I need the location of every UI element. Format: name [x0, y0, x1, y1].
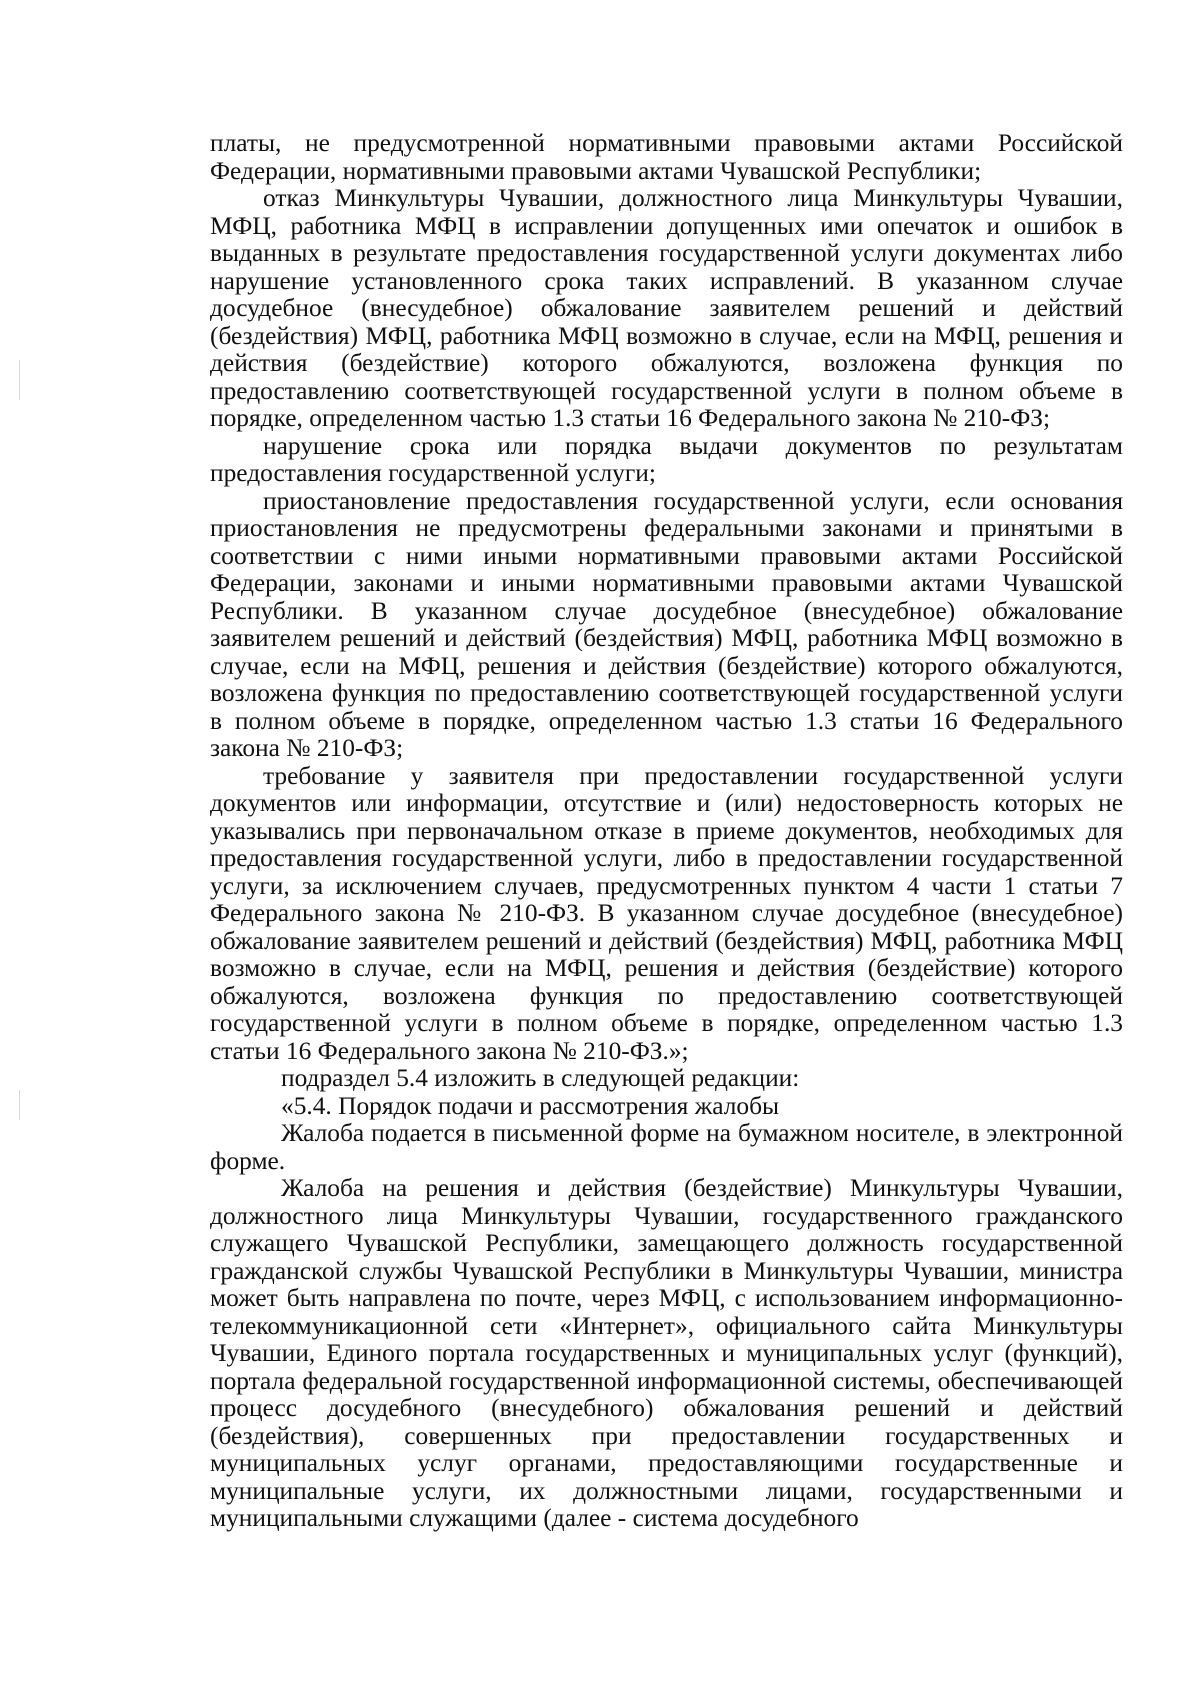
paragraph-fee-clause: платы, не предусмотренной нормативными правовыми актами Российской Федерации, нормативными правовыми актами Чувашской Республики;: [210, 129, 1123, 185]
document-body: [210, 130, 1123, 1533]
paragraph-document-requirement: требование у заявителя при предоставлении государственной услуги документов или информации, отсутствие и (или) недостоверность которых не указывались при первоначальном отказе в приеме документов, необходимых для предоставления государственной услуги, либо в предоставлении государственной услуги, за исключением случаев, предусмотренных пунктом 4 части 1 статьи 7 Федерального закона № 210-ФЗ. В указанном случае досудебное (внесудебное) обжалование заявителем решений и действий (бездействия) МФЦ, работника МФЦ возможно в случае, если на МФЦ, решения и действия (бездействие) которого обжалуются, возложена функция по предоставлению соответствующей государственной услуги в полном объеме в порядке, определенном частью 1.3 статьи 16 Федерального закона № 210-ФЗ.»;: [210, 761, 1123, 1065]
paragraph-correction-refusal: отказ Минкультуры Чувашии, должностного лица Минкультуры Чувашии, МФЦ, работника МФЦ в исправлении допущенных ими опечаток и ошибок в выданных в результате предоставления государственной услуги документах либо нарушение установленного срока таких исправлений. В указанном случае досудебное (внесудебное) обжалование заявителем решений и действий (бездействия) МФЦ, работника МФЦ возможно в случае, если на МФЦ, решения и действия (бездействие) которого обжалуются, возложена функция по предоставлению соответствующей государственной услуги в полном объеме в порядке, определенном частью 1.3 статьи 16 Федерального закона № 210-ФЗ;: [210, 184, 1123, 432]
paragraph-deadline-violation: нарушение срока или порядка выдачи документов по результатам предоставления государственной услуги;: [210, 431, 1123, 487]
paragraph-complaint-channels: Жалоба на решения и действия (бездействие) Минкультуры Чувашии, должностного лица Минкультуры Чувашии, государственного гражданского служащего Чувашской Республики, замещающего должность государственной гражданской службы Чувашской Республики в Минкультуры Чувашии, министра может быть направлена по почте, через МФЦ, с использованием информационно-телекоммуникационной сети «Интернет», официального сайта Минкультуры Чувашии, Единого портала государственных и муниципальных услуг (функций), портала федеральной государственной информационной системы, обеспечивающей процесс досудебного (внесудебного) обжалования решений и действий (бездействия), совершенных при предоставлении государственных и муниципальных услуг органами, предоставляющими государственные и муниципальные услуги, их должностными лицами, государственными и муниципальными служащими (далее - система досудебного: [210, 1174, 1123, 1532]
section-heading-5-4: «5.4. Порядок подачи и рассмотрения жалобы: [281, 1091, 780, 1120]
scan-margin-mark: [19, 360, 20, 400]
scan-margin-mark: [19, 1090, 20, 1120]
paragraph-suspension: приостановление предоставления государственной услуги, если основания приостановления не предусмотрены федеральными законами и принятыми в соответствии с ними иными нормативными правовыми актами Российской Федерации, законами и иными нормативными правовыми актами Чувашской Республики. В указанном случае досудебное (внесудебное) обжалование заявителем решений и действий (бездействия) МФЦ, работника МФЦ возможно в случае, если на МФЦ, решения и действия (бездействие) которого обжалуются, возложена функция по предоставлению соответствующей государственной услуги в полном объеме в порядке, определенном частью 1.3 статьи 16 Федерального закона № 210-ФЗ;: [210, 486, 1123, 762]
paragraph-complaint-form: Жалоба подается в письменной форме на бумажном носителе, в электронной форме.: [210, 1119, 1123, 1175]
paragraph-subsection-amendment: подраздел 5.4 изложить в следующей редакции:: [281, 1064, 800, 1092]
